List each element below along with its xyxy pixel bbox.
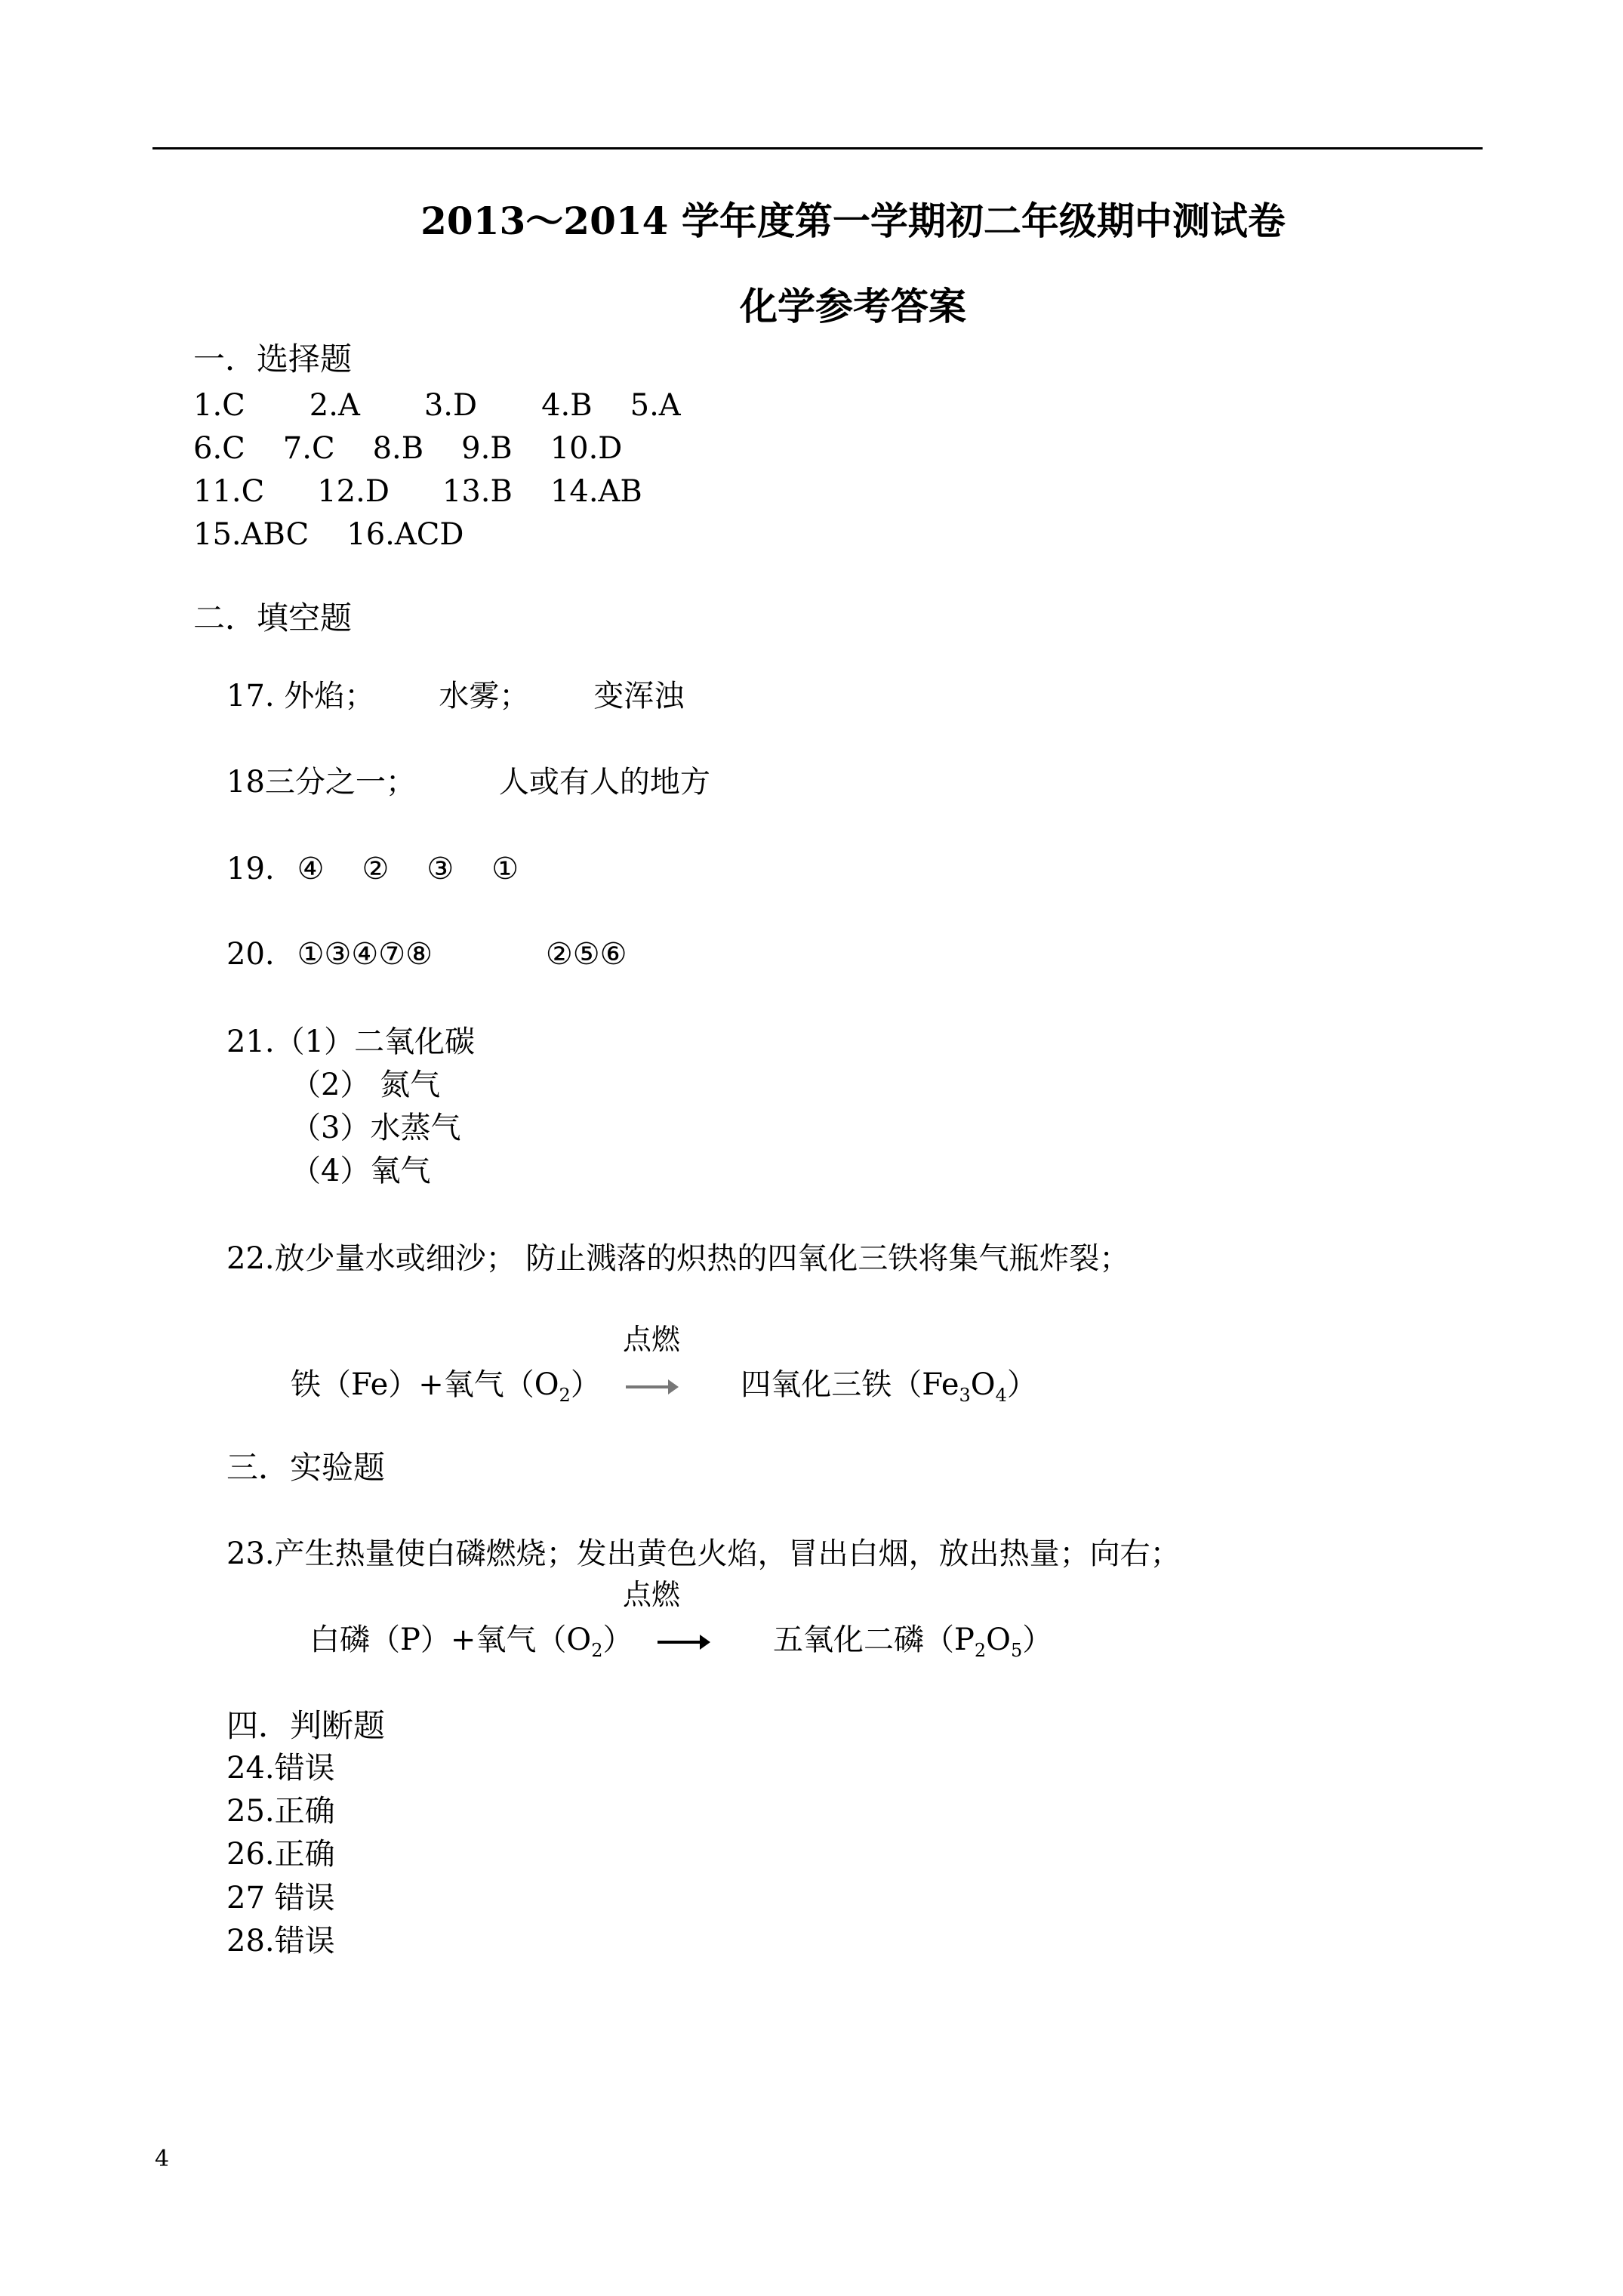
answer-item: 4.B xyxy=(541,388,593,423)
equation-product: O xyxy=(986,1623,1011,1657)
question-21 xyxy=(226,1024,475,1060)
answer-item: 3.D xyxy=(423,388,478,423)
question-number: 19. xyxy=(226,852,275,886)
question-number: 18 xyxy=(226,765,265,800)
answer-row xyxy=(193,387,681,424)
answer-text: ①③④⑦⑧ xyxy=(297,937,433,972)
answer-item: 15.ABC xyxy=(193,517,310,552)
answer-item: 2.A xyxy=(309,388,360,423)
equation-product: O xyxy=(970,1367,996,1402)
subscript: 2 xyxy=(974,1640,987,1661)
answer-item: 14.AB xyxy=(550,474,642,509)
answer-text: 变浑浊 xyxy=(593,679,685,713)
equation-reactant: 铁（Fe）+氧气（O xyxy=(291,1367,559,1402)
question-number: 21. xyxy=(226,1025,275,1059)
answer-text: ③ xyxy=(427,852,454,886)
answer-item: 1.C xyxy=(193,388,245,423)
answer-item: 9.B xyxy=(461,431,513,466)
judgment-item: 27 错误 xyxy=(226,1881,335,1915)
question-18 xyxy=(226,764,710,800)
question-number: 20. xyxy=(226,937,275,972)
section-heading-choice: 一．选择题 xyxy=(193,341,353,378)
judgment-item: 26.正确 xyxy=(226,1837,335,1872)
answer-text: （1）二氧化碳 xyxy=(274,1025,476,1059)
answer-item: 7.C xyxy=(282,431,335,466)
reaction-arrow-icon xyxy=(658,1641,703,1644)
answer-item: 16.ACD xyxy=(346,517,464,552)
question-23: 23.产生热量使白磷燃烧；发出黄色火焰，冒出白烟，放出热量；向右； xyxy=(226,1536,1181,1571)
answer-row xyxy=(193,430,622,467)
answer-text: 水雾； xyxy=(439,679,530,713)
equation-reactant: 白磷（P）+氧气（O xyxy=(310,1623,592,1657)
answer-text: ① xyxy=(491,852,519,886)
answer-item: 12.D xyxy=(317,474,390,509)
reaction-condition: 点燃 xyxy=(623,1578,681,1611)
question-21-item: （4）氧气 xyxy=(291,1154,431,1188)
answer-item: 8.B xyxy=(372,431,424,466)
answer-item: 6.C xyxy=(193,431,245,466)
answer-text: ④ xyxy=(297,852,325,886)
equation-product: 四氧化三铁（Fe xyxy=(741,1367,959,1402)
answer-item: 5.A xyxy=(630,388,681,423)
reaction-arrow-icon xyxy=(626,1385,671,1388)
answer-text: ②⑤⑥ xyxy=(545,937,627,972)
page-subtitle: 化学参考答案 xyxy=(740,284,966,328)
equation-reactant: ） xyxy=(602,1623,633,1657)
answer-text: ② xyxy=(362,852,390,886)
reaction-condition: 点燃 xyxy=(623,1323,681,1356)
section-heading-judgment: 四．判断题 xyxy=(226,1707,386,1744)
answer-row xyxy=(193,516,463,553)
question-21-item: （3）水蒸气 xyxy=(291,1111,461,1145)
subscript: 4 xyxy=(995,1385,1007,1406)
equation-product: ） xyxy=(1006,1367,1037,1402)
page-number: 4 xyxy=(155,2146,170,2172)
answer-text: 三分之一； xyxy=(264,765,416,800)
equation-product: 五氧化二磷（P xyxy=(772,1623,975,1657)
question-21-item: （2） 氮气 xyxy=(291,1068,441,1102)
judgment-item: 24.错误 xyxy=(226,1751,335,1786)
chemical-equation-phosphorus xyxy=(310,1622,1052,1669)
question-19 xyxy=(226,851,519,887)
equation-product: ） xyxy=(1022,1623,1053,1657)
header-rule xyxy=(152,147,1483,149)
section-heading-experiment: 三．实验题 xyxy=(226,1449,386,1486)
question-22: 22.放少量水或细沙； 防止溅落的炽热的四氧化三铁将集气瓶炸裂； xyxy=(226,1241,1130,1276)
subscript: 3 xyxy=(959,1385,971,1406)
question-20 xyxy=(226,936,627,972)
chemical-equation-iron xyxy=(291,1367,1037,1413)
answer-text: 外焰； xyxy=(284,679,375,713)
answer-item: 11.C xyxy=(193,474,265,509)
answer-row xyxy=(193,473,642,510)
answer-text: 人或有人的地方 xyxy=(498,765,710,800)
answer-item: 13.B xyxy=(442,474,513,509)
equation-reactant: ） xyxy=(570,1367,601,1402)
judgment-item: 28.错误 xyxy=(226,1924,335,1959)
question-17 xyxy=(226,678,684,714)
subscript: 5 xyxy=(1010,1640,1023,1661)
page-title: 2013～2014 学年度第一学期初二年级期中测试卷 xyxy=(420,199,1286,243)
answer-item: 10.D xyxy=(550,431,623,466)
subscript: 2 xyxy=(559,1385,571,1406)
question-number: 17. xyxy=(226,679,275,713)
section-heading-fill: 二．填空题 xyxy=(193,599,353,636)
judgment-item: 25.正确 xyxy=(226,1794,335,1829)
subscript: 2 xyxy=(591,1640,603,1661)
